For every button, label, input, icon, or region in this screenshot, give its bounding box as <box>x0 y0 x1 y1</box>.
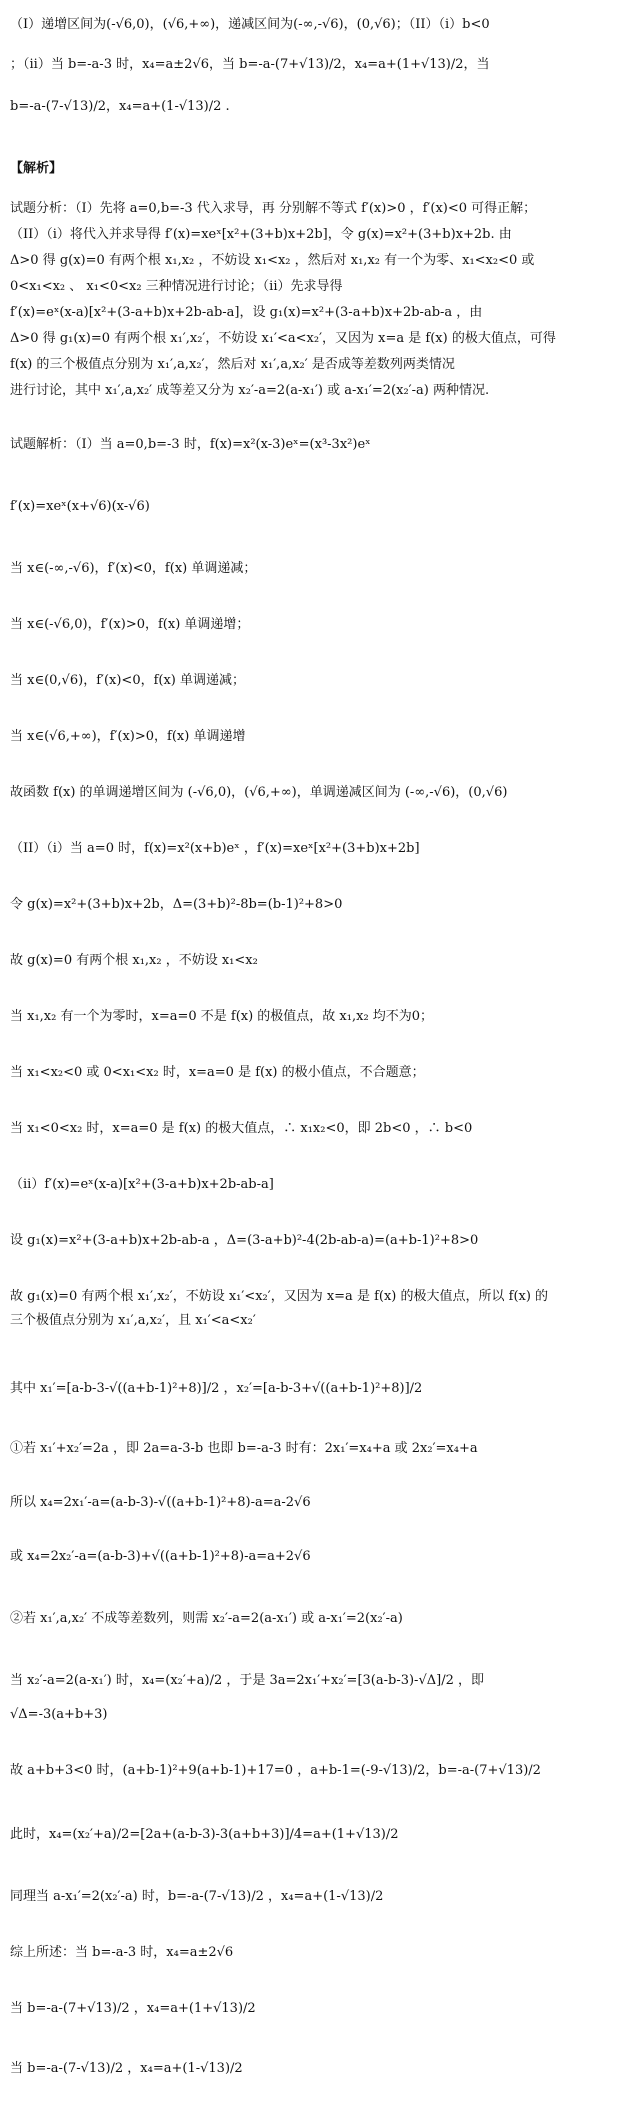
analysis-line: 0<x₁<x₂ 、 x₁<0<x₂ 三种情况进行讨论；（ii）先求导得 <box>10 279 343 294</box>
solution-line: 故 g₁(x)=0 有两个根 x₁′,x₂′，不妨设 x₁′<x₂′，又因为 x=a 是 f(x) 的极大值点，所以 f(x) 的 <box>10 1289 549 1304</box>
solution-line: （ii）f′(x)=eˣ(x-a)[x²+(3-a+b)x+2b-ab-a] <box>10 1177 274 1192</box>
solution-line: 故 a+b+3<0 时，(a+b-1)²+9(a+b-1)+17=0 ，a+b-1=(-9-√13)/2，b=-a-(7+√13)/2 <box>10 1763 541 1778</box>
solution-line: 三个极值点分别为 x₁′,a,x₂′，且 x₁′<a<x₂′ <box>10 1313 256 1328</box>
analysis-line: f′(x)=eˣ(x-a)[x²+(3-a+b)x+2b-ab-a]，设 g₁(x)=x²+(3-a+b)x+2b-ab-a ，由 <box>10 305 483 320</box>
analysis-line: （II）（i）将代入并求导得 f′(x)=xeˣ[x²+(3+b)x+2b]，令 g(x)=x²+(3+b)x+2b. 由 <box>10 227 512 242</box>
summary-line-3: b=-a-(7-√13)/2，x₄=a+(1-√13)/2 . <box>10 99 230 114</box>
solution-line: 此时，x₄=(x₂′+a)/2=[2a+(a-b-3)-3(a+b+3)]/4=a+(1+√13)/2 <box>10 1827 399 1842</box>
solution-line: 试题解析：（I）当 a=0,b=-3 时，f(x)=x²(x-3)eˣ=(x³-3x²)eˣ <box>10 437 371 452</box>
solution-line: （II）（i）当 a=0 时，f(x)=x²(x+b)eˣ ，f′(x)=xeˣ[x²+(3+b)x+2b] <box>10 841 420 856</box>
solution-line: 其中 x₁′=[a-b-3-√((a+b-1)²+8)]/2 ，x₂′=[a-b-3+√((a+b-1)²+8)]/2 <box>10 1381 423 1396</box>
solution-line: 当 x₁<x₂<0 或 0<x₁<x₂ 时，x=a=0 是 f(x) 的极小值点，不合题意； <box>10 1065 425 1080</box>
solution-line: 当 b=-a-(7-√13)/2 ，x₄=a+(1-√13)/2 <box>10 2061 243 2076</box>
solution-line: ②若 x₁′,a,x₂′ 不成等差数列，则需 x₂′-a=2(a-x₁′) 或 a-x₁′=2(x₂′-a) <box>10 1611 403 1626</box>
analysis-line: 进行讨论，其中 x₁′,a,x₂′ 成等差又分为 x₂′-a=2(a-x₁′) 或 a-x₁′=2(x₂′-a) 两种情况. <box>10 383 490 398</box>
solution-line: 当 x₁<0<x₂ 时，x=a=0 是 f(x) 的极大值点，∴ x₁x₂<0，即 2b<0 ，∴ b<0 <box>10 1121 473 1136</box>
solution-line: 当 x∈(√6,+∞)，f′(x)>0，f(x) 单调递增 <box>10 729 246 744</box>
analysis-line: f(x) 的三个极值点分别为 x₁′,a,x₂′，然后对 x₁′,a,x₂′ 是否成等差数列两类情况 <box>10 357 455 372</box>
analysis-line: 试题分析：（I）先将 a=0,b=-3 代入求导，再 分别解不等式 f′(x)>0 ，f′(x)<0 可得正解； <box>10 201 537 216</box>
solution-line: 或 x₄=2x₂′-a=(a-b-3)+√((a+b-1)²+8)-a=a+2√6 <box>10 1549 311 1564</box>
solution-line: 故函数 f(x) 的单调递增区间为 (-√6,0)，(√6,+∞)，单调递减区间为 (-∞,-√6)，(0,√6) <box>10 785 508 800</box>
solution-line: √Δ=-3(a+b+3) <box>10 1707 108 1722</box>
summary-line-1: （I）递增区间为(-√6,0)，(√6,+∞)，递减区间为(-∞,-√6)，(0,√6)；（II）（i）b<0 <box>10 17 490 32</box>
summary-line-2: ；（ii）当 b=-a-3 时，x₄=a±2√6，当 b=-a-(7+√13)/2，x₄=a+(1+√13)/2，当 <box>10 57 490 72</box>
solution-line: 故 g(x)=0 有两个根 x₁,x₂ ，不妨设 x₁<x₂ <box>10 953 258 968</box>
solution-line: 当 x∈(0,√6)，f′(x)<0，f(x) 单调递减； <box>10 673 246 688</box>
solution-line: 当 b=-a-(7+√13)/2 ，x₄=a+(1+√13)/2 <box>10 2001 256 2016</box>
analysis-line: Δ>0 得 g(x)=0 有两个根 x₁,x₂ ，不妨设 x₁<x₂ ，然后对 x₁,x₂ 有一个为零、x₁<x₂<0 或 <box>10 253 535 268</box>
analysis-line: Δ>0 得 g₁(x)=0 有两个根 x₁′,x₂′，不妨设 x₁′<a<x₂′，又因为 x=a 是 f(x) 的极大值点，可得 <box>10 331 556 346</box>
solution-line: 所以 x₄=2x₁′-a=(a-b-3)-√((a+b-1)²+8)-a=a-2√6 <box>10 1495 311 1510</box>
solution-line: 同理当 a-x₁′=2(x₂′-a) 时，b=-a-(7-√13)/2 ，x₄=a+(1-√13)/2 <box>10 1889 384 1904</box>
jiexi-heading: 【解析】 <box>10 161 63 176</box>
solution-line: 令 g(x)=x²+(3+b)x+2b，Δ=(3+b)²-8b=(b-1)²+8>0 <box>10 897 343 912</box>
solution-line: 综上所述：当 b=-a-3 时，x₄=a±2√6 <box>10 1945 234 1960</box>
solution-line: ①若 x₁′+x₂′=2a ，即 2a=a-3-b 也即 b=-a-3 时有：2x₁′=x₄+a 或 2x₂′=x₄+a <box>10 1441 478 1456</box>
solution-line: f′(x)=xeˣ(x+√6)(x-√6) <box>10 499 150 514</box>
solution-line: 当 x∈(-∞,-√6)，f′(x)<0，f(x) 单调递减； <box>10 561 257 576</box>
solution-line: 设 g₁(x)=x²+(3-a+b)x+2b-ab-a ，Δ=(3-a+b)²-4(2b-ab-a)=(a+b-1)²+8>0 <box>10 1233 479 1248</box>
solution-line: 当 x∈(-√6,0)，f′(x)>0，f(x) 单调递增； <box>10 617 250 632</box>
solution-line: 当 x₁,x₂ 有一个为零时，x=a=0 不是 f(x) 的极值点，故 x₁,x₂ 均不为0； <box>10 1009 434 1024</box>
solution-line: 当 x₂′-a=2(a-x₁′) 时，x₄=(x₂′+a)/2 ，于是 3a=2x₁′+x₂′=[3(a-b-3)-√Δ]/2 ，即 <box>10 1673 484 1688</box>
